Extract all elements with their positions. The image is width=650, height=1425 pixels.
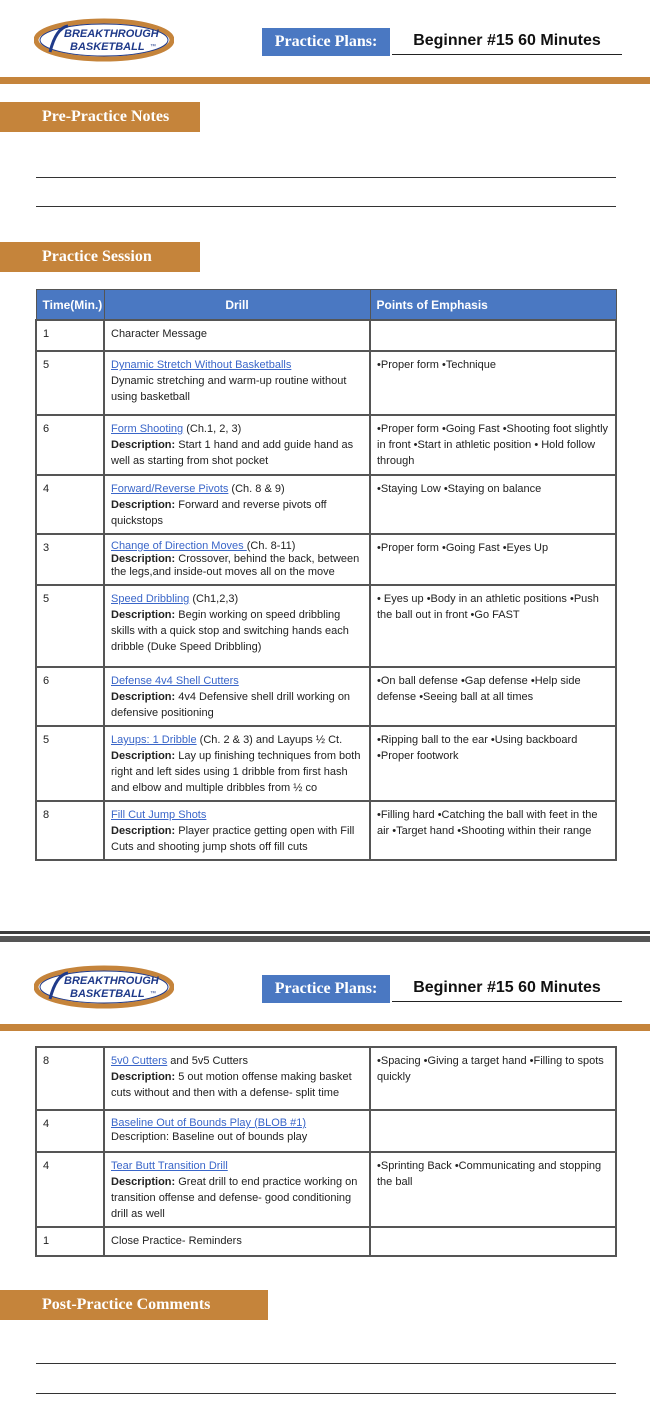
drill-chapter: (Ch. 2 & 3) and Layups ½ Ct. — [196, 734, 343, 746]
description-label: Description: — [111, 825, 176, 837]
drill-description: 4v4 Defensive shell drill working on defensive positioning — [111, 691, 351, 719]
emphasis-cell: •Proper form •Going Fast •Eyes Up — [370, 534, 616, 585]
drill-description: 5 out motion offense making basket cuts without and then with a defense- split time — [111, 1071, 352, 1099]
drill-description: Great drill to end practice working on transition offense and defense- good conditioning drill as well — [111, 1176, 358, 1220]
drill-cell — [104, 1110, 370, 1152]
header-divider — [0, 77, 650, 84]
time-cell: 4 — [36, 1110, 104, 1152]
time-cell: 6 — [36, 415, 104, 475]
table-row — [36, 585, 616, 667]
pre-practice-notes-heading: Pre-Practice Notes — [0, 102, 200, 132]
time-cell: 3 — [36, 534, 104, 585]
table-row — [36, 415, 616, 475]
drill-cell — [104, 726, 370, 801]
column-header-time: Time(Min.) — [36, 290, 104, 321]
column-header-drill: Drill — [104, 290, 370, 321]
time-cell: 8 — [36, 801, 104, 860]
table-row — [36, 1110, 616, 1152]
practice-session-table-continued — [35, 1046, 617, 1257]
plan-title: Beginner #15 60 Minutes — [392, 974, 622, 1002]
time-cell: 1 — [36, 1227, 104, 1256]
description-label: Description: — [111, 1176, 176, 1188]
emphasis-cell: •Proper form •Technique — [370, 351, 616, 415]
drill-cell — [104, 1047, 370, 1110]
column-header-emphasis: Points of Emphasis — [370, 290, 616, 321]
comments-line — [36, 1393, 616, 1394]
drill-cell — [104, 667, 370, 726]
drill-link[interactable]: Speed Dribbling — [111, 593, 190, 605]
drill-link[interactable]: Tear Butt Transition Drill — [111, 1160, 228, 1172]
drill-description: Character Message — [111, 328, 207, 340]
practice-session-heading: Practice Session — [0, 242, 200, 272]
logo-line1: BREAKTHROUGH — [64, 28, 159, 40]
drill-link[interactable]: Defense 4v4 Shell Cutters — [111, 675, 239, 687]
emphasis-cell: •Spacing •Giving a target hand •Filling to spots quickly — [370, 1047, 616, 1110]
table-row — [36, 320, 616, 351]
drill-description: Start 1 hand and add guide hand as well as starting from shot pocket — [111, 439, 354, 467]
drill-description: Description: Baseline out of bounds play — [111, 1131, 308, 1143]
practice-plans-label: Practice Plans: — [262, 28, 390, 56]
emphasis-cell — [370, 1227, 616, 1256]
emphasis-cell — [370, 320, 616, 351]
practice-plans-label: Practice Plans: — [262, 975, 390, 1003]
plan-title: Beginner #15 60 Minutes — [392, 27, 622, 55]
header-divider — [0, 1024, 650, 1031]
table-row — [36, 1152, 616, 1227]
description-label: Description: — [111, 1071, 176, 1083]
table-row — [36, 726, 616, 801]
drill-cell — [104, 1227, 370, 1256]
drill-cell — [104, 534, 370, 585]
time-cell: 5 — [36, 585, 104, 667]
description-label: Description: — [111, 750, 176, 762]
logo-tm: ™ — [150, 44, 156, 50]
emphasis-cell: •Proper form •Going Fast •Shooting foot slightly in front •Start in athletic position • Hold follow through — [370, 415, 616, 475]
time-cell: 4 — [36, 475, 104, 534]
drill-link[interactable]: Form Shooting — [111, 423, 184, 435]
emphasis-cell: • Eyes up •Body in an athletic positions •Push the ball out in front •Go FAST — [370, 585, 616, 667]
description-label: Description: — [111, 553, 176, 565]
table-row — [36, 1047, 616, 1110]
emphasis-cell: •Ripping ball to the ear •Using backboard •Proper footwork — [370, 726, 616, 801]
time-cell: 6 — [36, 667, 104, 726]
drill-cell — [104, 801, 370, 860]
description-label: Description: — [111, 499, 176, 511]
time-cell: 5 — [36, 351, 104, 415]
drill-link[interactable]: Change of Direction Moves — [111, 540, 247, 552]
emphasis-cell: •Filling hard •Catching the ball with feet in the air •Target hand •Shooting within their range — [370, 801, 616, 860]
drill-link[interactable]: Fill Cut Jump Shots — [111, 809, 207, 821]
drill-chapter: (Ch. 8-11) — [246, 540, 296, 552]
drill-chapter: and 5v5 Cutters — [167, 1055, 248, 1067]
comments-line — [36, 1363, 616, 1364]
table-row — [36, 351, 616, 415]
drill-link[interactable]: Dynamic Stretch Without Basketballs — [111, 359, 292, 371]
page-break — [0, 936, 650, 942]
table-row — [36, 667, 616, 726]
drill-link[interactable]: Baseline Out of Bounds Play (BLOB #1) — [111, 1117, 307, 1129]
drill-chapter: (Ch. 8 & 9) — [228, 483, 285, 495]
table-row — [36, 801, 616, 860]
description-label: Description: — [111, 691, 176, 703]
drill-description: Crossover, behind the back, between the legs,and inside-out moves all on the move — [111, 553, 360, 578]
notes-line — [36, 177, 616, 178]
table-header-row — [36, 290, 616, 321]
time-cell: 5 — [36, 726, 104, 801]
drill-description: Forward and reverse pivots off quickstops — [111, 499, 327, 527]
drill-link[interactable]: Forward/Reverse Pivots — [111, 483, 229, 495]
drill-link[interactable]: Layups: 1 Dribble — [111, 734, 197, 746]
page-break — [0, 931, 650, 934]
emphasis-cell: •Sprinting Back •Communicating and stopping the ball — [370, 1152, 616, 1227]
drill-cell — [104, 415, 370, 475]
drill-chapter: (Ch1,2,3) — [189, 593, 239, 605]
logo-line2: BASKETBALL — [70, 41, 145, 53]
breakthrough-basketball-logo — [34, 18, 174, 62]
logo-line2: BASKETBALL — [70, 988, 145, 1000]
emphasis-cell: •On ball defense •Gap defense •Help side defense •Seeing ball at all times — [370, 667, 616, 726]
drill-cell — [104, 585, 370, 667]
drill-cell — [104, 475, 370, 534]
drill-description: Dynamic stretching and warm-up routine without using basketball — [111, 375, 347, 403]
drill-cell — [104, 1152, 370, 1227]
drill-link[interactable]: 5v0 Cutters — [111, 1055, 168, 1067]
breakthrough-basketball-logo — [34, 965, 174, 1009]
practice-session-table — [35, 289, 617, 861]
drill-cell — [104, 320, 370, 351]
table-row — [36, 534, 616, 585]
time-cell: 4 — [36, 1152, 104, 1227]
notes-line — [36, 206, 616, 207]
time-cell: 1 — [36, 320, 104, 351]
drill-description: Begin working on speed dribbling skills with a quick stop and switching hands each dribble (Duke Speed Dribbling) — [111, 609, 349, 653]
table-row — [36, 1227, 616, 1256]
time-cell: 8 — [36, 1047, 104, 1110]
post-practice-comments-heading: Post-Practice Comments — [0, 1290, 268, 1320]
drill-chapter: (Ch.1, 2, 3) — [183, 423, 242, 435]
drill-cell — [104, 351, 370, 415]
emphasis-cell — [370, 1110, 616, 1152]
description-label: Description: — [111, 609, 176, 621]
logo-line1: BREAKTHROUGH — [64, 975, 159, 987]
drill-description: Player practice getting open with Fill Cuts and shooting jump shots off fill cuts — [111, 825, 355, 853]
emphasis-cell: •Staying Low •Staying on balance — [370, 475, 616, 534]
drill-description: Lay up finishing techniques from both right and left sides using 1 dribble from first hash and elbow and multiple dribbles from ½ co — [111, 750, 361, 794]
drill-description: Close Practice- Reminders — [111, 1235, 242, 1247]
description-label: Description: — [111, 439, 176, 451]
logo-tm: ™ — [150, 991, 156, 997]
table-row — [36, 475, 616, 534]
